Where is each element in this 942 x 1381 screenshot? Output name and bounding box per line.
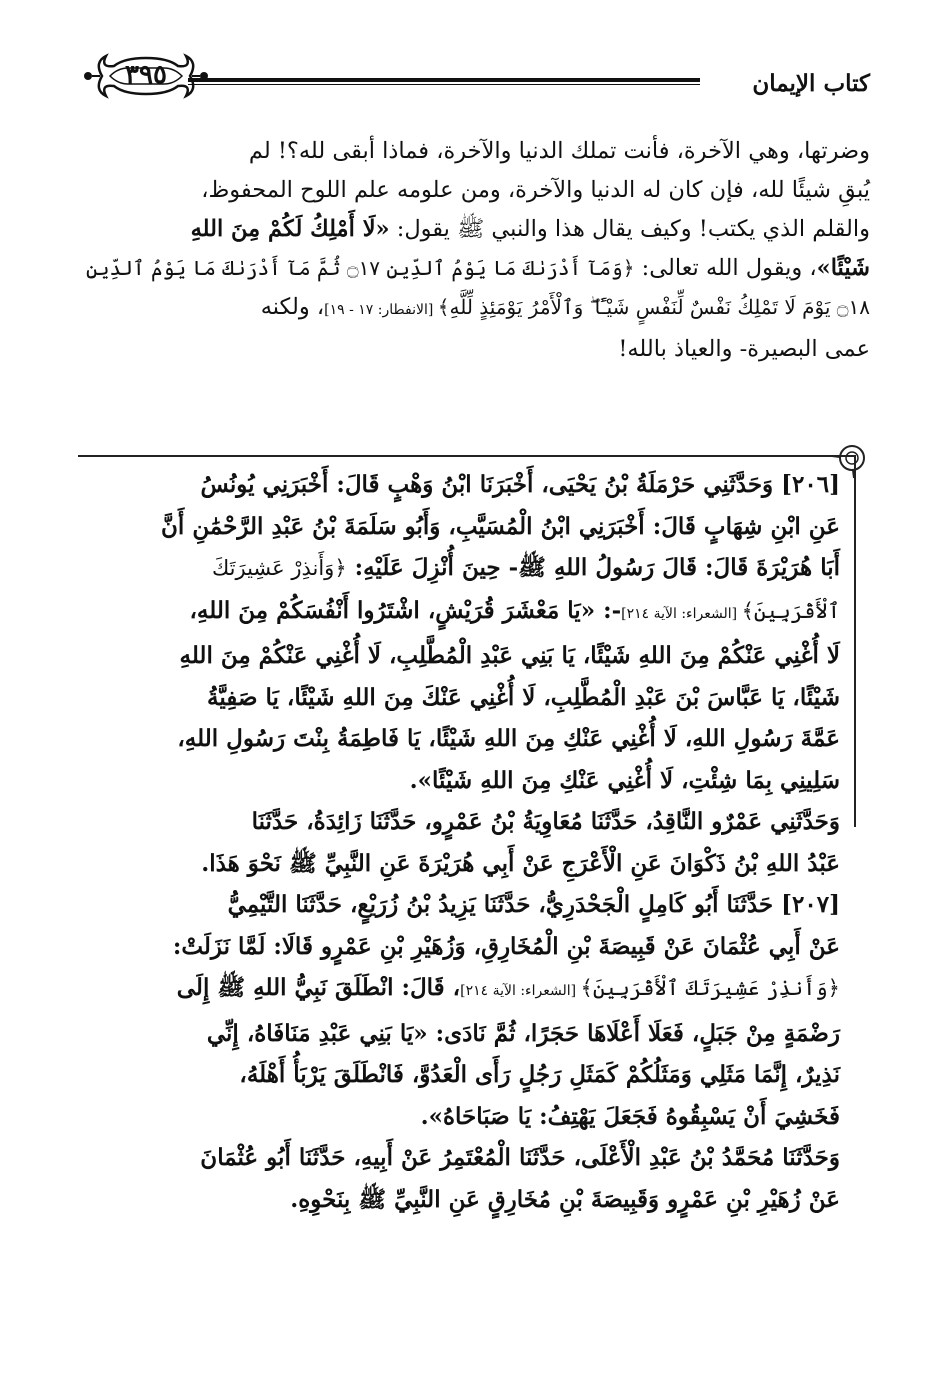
commentary-line: عمى البصيرة- والعياذ بالله! bbox=[618, 336, 870, 362]
hadith-number: [٢٠٧] bbox=[781, 891, 840, 918]
page-number-ornament bbox=[80, 48, 212, 104]
quran-verse: ٱلْأَقْرَبِينَ﴾ bbox=[741, 598, 840, 623]
verse-reference: [الشعراء: الآية ٢١٤] bbox=[460, 983, 581, 999]
chapter-title: كتاب الإيمان bbox=[752, 70, 870, 97]
hadith-quote: «لَا أَمْلِكُ لَكُمْ مِنَ اللهِ bbox=[190, 216, 390, 242]
hadith-line: [٢٠٦] وَحَدَّثَنِي حَرْمَلَةُ بْنُ يَحْيَى، أَخْبَرَنَا ابْنُ وَهْبٍ قَالَ: أَخْبَرَنِي يُونُسُ bbox=[200, 471, 840, 498]
quran-verse: ﴿وَمَآ أَدْرَىٰكَ مَا يَوْمُ ٱلدِّينِ ۝١٧ ثُمَّ مَآ أَدْرَىٰكَ مَا يَوْمُ ٱلدِّينِ bbox=[86, 256, 635, 280]
page-number: ٣٩٥ bbox=[125, 60, 167, 90]
quran-verse: ﴿وَأَنذِرْ عَشِيرَتَكَ bbox=[211, 556, 347, 580]
commentary-text bbox=[80, 132, 870, 369]
hadith-line: رَضْمَةٍ مِنْ جَبَلٍ، فَعَلَا أَعْلَاهَا حَجَرًا، ثُمَّ نَادَى: «يَا بَنِي عَبْدِ مَنَافَاهُ، إِنِّي bbox=[206, 1019, 840, 1047]
hadith-line: فَخَشِيَ أَنْ يَسْبِقُوهُ فَجَعَلَ يَهْتِفُ: يَا صَبَاحَاهُ». bbox=[420, 1102, 840, 1130]
hadith-line: [٢٠٧] حَدَّثَنَا أَبُو كَامِلٍ الْجَحْدَرِيُّ، حَدَّثَنَا يَزِيدُ بْنُ زُرَيْعٍ، حَدَّثَنَا التَّيْمِيُّ bbox=[227, 891, 840, 918]
hadith-number: [٢٠٦] bbox=[781, 471, 840, 498]
quran-verse: ۝١٨ يَوْمَ لَا تَمْلِكُ نَفْسٌ لِّنَفْسٍ شَيْـًٔا ۖ وَٱلْأَمْرُ يَوْمَئِذٍ لِّلَّهِ﴾ bbox=[437, 295, 870, 319]
commentary-line: ۝١٨ يَوْمَ لَا تَمْلِكُ نَفْسٌ لِّنَفْسٍ شَيْـًٔا ۖ وَٱلْأَمْرُ يَوْمَئِذٍ لِّلَّهِ﴾ [الانفطار: ١٧ - ١٩]، ولكنه bbox=[260, 294, 870, 320]
hadith-line: ﴿وَأَنذِرْ عَشِيرَتَكَ ٱلْأَقْرَبِينَ﴾ [الشعراء: الآية ٢١٤]، قَالَ: انْطَلَقَ نَبِيُّ اللهِ ﷺ إِلَى bbox=[176, 974, 840, 1001]
hadith-line: ٱلْأَقْرَبِينَ﴾ [الشعراء: الآية ٢١٤]-: «يَا مَعْشَرَ قُرَيْشٍ، اشْتَرُوا أَنْفُسَكُمْ مِنَ اللهِ، bbox=[189, 596, 840, 624]
hadith-line: أَبَا هُرَيْرَةَ قَالَ: قَالَ رَسُولُ اللهِ ﷺ- حِينَ أُنْزِلَ عَلَيْهِ: ﴿وَأَنذِرْ عَشِيرَتَكَ bbox=[211, 554, 840, 581]
hadith-line: سَلِينِي بِمَا شِئْتِ، لَا أُغْنِي عَنْكِ مِنَ اللهِ شَيْئًا». bbox=[409, 766, 840, 794]
hadith-line: عَنِ ابْنِ شِهَابٍ قَالَ: أَخْبَرَنِي ابْنُ الْمُسَيَّبِ، وَأَبُو سَلَمَةَ بْنُ عَبْدِ الرَّحْمَٰنِ أَنَّ bbox=[161, 512, 840, 540]
header-rule bbox=[188, 78, 700, 85]
commentary-line: وضرتها، وهي الآخرة، فأنت تملك الدنيا والآخرة، فماذا أبقى لله؟! لم bbox=[248, 138, 870, 164]
hadith-line: عَمَّةَ رَسُولِ اللهِ، لَا أُغْنِي عَنْكِ مِنَ اللهِ شَيْئًا، يَا فَاطِمَةُ بِنْتَ رَسُولِ اللهِ، bbox=[177, 725, 840, 752]
hadith-line: وَحَدَّثَنِي عَمْرٌو النَّاقِدُ، حَدَّثَنَا مُعَاوِيَةُ بْنُ عَمْرٍو، حَدَّثَنَا زَائِدَةُ، حَدَّثَنَا bbox=[251, 808, 840, 835]
hadith-line: عَنْ أَبِي عُثْمَانَ عَنْ قَبِيصَةَ بْنِ الْمُخَارِقِ، وَزُهَيْرِ بْنِ عَمْرٍو قَالَا: لَمَّا نَزَلَتْ: bbox=[172, 932, 840, 960]
commentary-line: شَيْئًا»، ويقول الله تعالى: ﴿وَمَآ أَدْرَىٰكَ مَا يَوْمُ ٱلدِّينِ ۝١٧ ثُمَّ مَآ أَدْرَىٰكَ مَا يَوْمُ ٱلدِّينِ bbox=[86, 255, 870, 281]
hadith-line: شَيْئًا، يَا عَبَّاسَ بْنَ عَبْدِ الْمُطَّلِبِ، لَا أُغْنِي عَنْكَ مِنَ اللهِ شَيْئًا، يَا صَفِيَّةُ bbox=[207, 683, 840, 711]
hadith-quote: شَيْئًا» bbox=[816, 255, 870, 281]
commentary-line: يُبقِ شيئًا لله، فإن كان له الدنيا والآخرة، ومن علومه علم اللوح المحفوظ، bbox=[201, 177, 870, 203]
hadith-line: لَا أُغْنِي عَنْكُمْ مِنَ اللهِ شَيْئًا، يَا بَنِي عَبْدِ الْمُطَّلِبِ، لَا أُغْنِي عَنْكُمْ مِنَ اللهِ bbox=[179, 642, 840, 669]
hadith-line: عَنْ زُهَيْرِ بْنِ عَمْرٍو وَقَبِيصَةَ بْنِ مُخَارِقٍ عَنِ النَّبِيِّ ﷺ بِنَحْوِهِ. bbox=[290, 1185, 840, 1213]
verse-reference: [الشعراء: الآية ٢١٤] bbox=[621, 605, 742, 622]
commentary-line: والقلم الذي يكتب! وكيف يقال هذا والنبي ﷺ يقول: «لَا أَمْلِكُ لَكُمْ مِنَ اللهِ bbox=[190, 216, 870, 242]
quran-verse: ﴿وَأَنذِرْ عَشِيرَتَكَ ٱلْأَقْرَبِينَ﴾ bbox=[580, 976, 840, 1000]
verse-reference: [الانفطار: ١٧ - ١٩] bbox=[324, 302, 438, 318]
hadith-text bbox=[80, 464, 840, 1220]
hadith-line: وَحَدَّثَنَا مُحَمَّدُ بْنُ عَبْدِ الْأَعْلَى، حَدَّثَنَا الْمُعْتَمِرُ عَنْ أَبِيهِ، حَدَّثَنَا أَبُو عُثْمَانَ bbox=[200, 1144, 840, 1171]
hadith-line: نَذِيرٌ، إِنَّمَا مَثَلِي وَمَثَلُكُمْ كَمَثَلِ رَجُلٍ رَأَى الْعَدُوَّ، فَانْطَلَقَ يَرْبَأُ أَهْلَهُ، bbox=[239, 1061, 840, 1088]
page-header bbox=[60, 48, 870, 108]
hadith-line: عَبْدُ اللهِ بْنُ ذَكْوَانَ عَنِ الْأَعْرَجِ عَنْ أَبِي هُرَيْرَةَ عَنِ النَّبِيِّ ﷺ نَحْوَ هَذَا. bbox=[201, 849, 840, 877]
